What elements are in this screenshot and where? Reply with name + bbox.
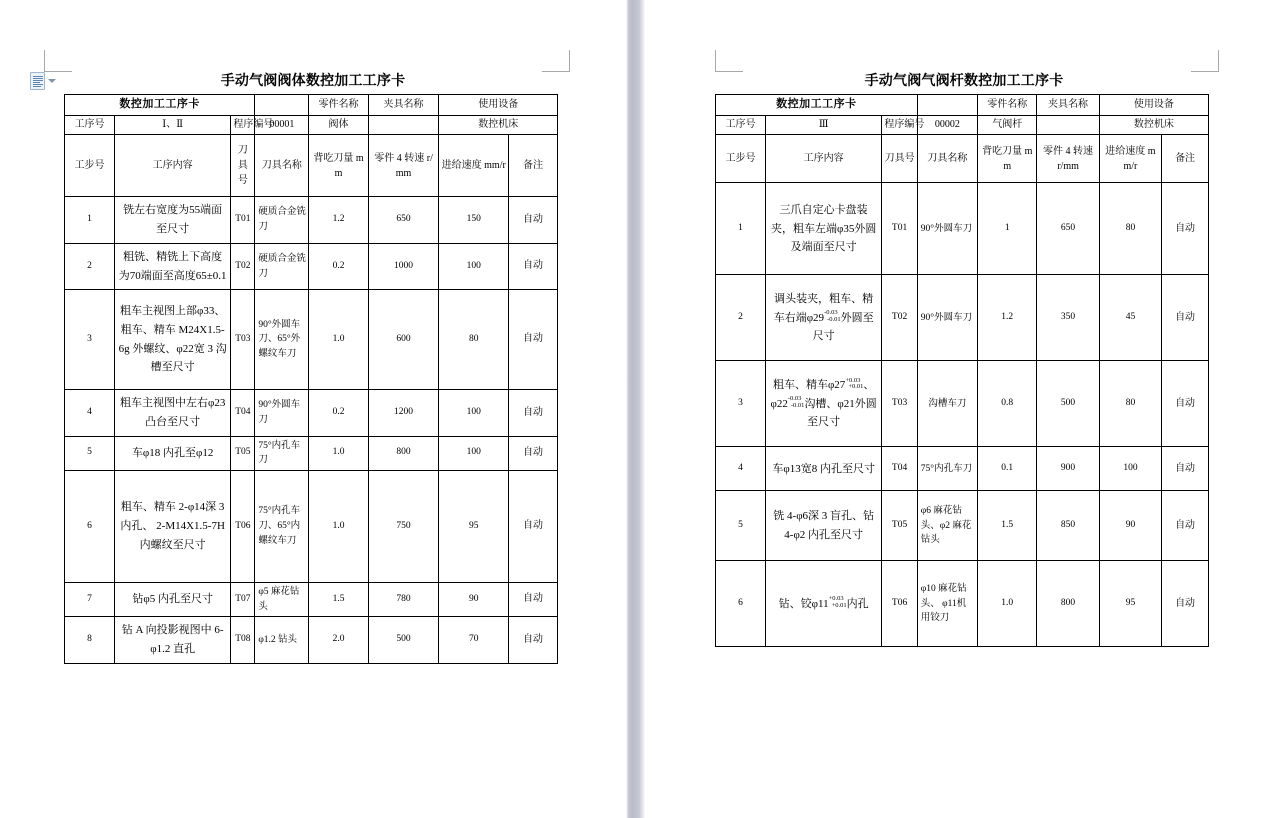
cell-depth-of-cut: 0.2 — [309, 390, 368, 436]
content-text-mid: 、φ22 — [770, 378, 875, 410]
table-row — [716, 183, 1209, 275]
cell-spindle-speed: 780 — [368, 583, 439, 617]
cell-tool-name: φ5 麻花钻头 — [255, 583, 309, 617]
table-row-column-headers — [716, 135, 1209, 183]
cell-content: 车φ13宽8 内孔至尺寸 — [765, 447, 881, 491]
cell-tool-name: 75°内孔车刀 — [255, 436, 309, 470]
cell-part-name-value: 气阀杆 — [978, 115, 1037, 135]
cell-equipment-value: 数控机床 — [439, 115, 558, 135]
tolerance-upper: -0.03 — [824, 309, 838, 317]
cell-remark: 自动 — [1162, 447, 1209, 491]
content-text-post: 内孔 — [846, 597, 869, 610]
tolerance-lower: -0.01 — [827, 316, 841, 324]
tolerance-stack — [824, 310, 841, 324]
col-header-feed-rate: 进给速度 mm/r — [1099, 135, 1161, 183]
cell-depth-of-cut: 1.0 — [309, 436, 368, 470]
tolerance-stack — [845, 378, 863, 392]
cell-step-no: 1 — [65, 197, 115, 243]
cell-step-no: 5 — [716, 491, 766, 561]
cell-feed-rate: 80 — [1099, 183, 1161, 275]
cell-feed-rate: 100 — [1099, 447, 1161, 491]
cell-spindle-speed: 350 — [1037, 275, 1099, 361]
col-header-remark: 备注 — [509, 135, 558, 197]
cell-feed-rate: 100 — [439, 243, 509, 289]
cell-program-no-label: 程序编号 — [882, 115, 917, 135]
cell-program-no-value: 00002 — [917, 115, 977, 135]
cell-tool-name: 沟槽车刀 — [917, 361, 977, 447]
cell-tool-no: T05 — [882, 491, 917, 561]
cell-step-no: 7 — [65, 583, 115, 617]
cell-step-no: 1 — [716, 183, 766, 275]
cell-fixture-name-value — [368, 115, 439, 135]
cell-spindle-speed: 1200 — [368, 390, 439, 436]
cell-tool-no: T04 — [231, 390, 255, 436]
table-row-card-title — [716, 95, 1209, 116]
cell-step-no: 3 — [65, 290, 115, 390]
table-row — [716, 561, 1209, 647]
cell-depth-of-cut: 1.0 — [309, 471, 368, 583]
cell-spindle-speed: 900 — [1037, 447, 1099, 491]
table-row — [65, 471, 558, 583]
cell-content: 粗车、精车 2-φ14深 3 内孔、 2-M14X1.5-7H内螺纹至尺寸 — [114, 471, 230, 583]
col-header-tool-no: 刀具号 — [231, 135, 255, 197]
cell-spindle-speed: 650 — [368, 197, 439, 243]
cell-content — [765, 275, 881, 361]
cell-tool-name: 90°外圆车刀、65°外螺纹车刀 — [255, 290, 309, 390]
table-row — [716, 361, 1209, 447]
cell-tool-name: 硬质合金铣刀 — [255, 243, 309, 289]
cell-process-no-value: Ⅰ、Ⅱ — [114, 115, 230, 135]
cell-tool-name: φ10 麻花钻头、 φ11机用铰刀 — [917, 561, 977, 647]
cell-step-no: 6 — [65, 471, 115, 583]
cell-card-title-filler — [255, 95, 309, 116]
cell-content — [765, 361, 881, 447]
tolerance-stack — [829, 596, 847, 610]
cell-content: 钻φ5 内孔至尺寸 — [114, 583, 230, 617]
cell-tool-name: φ1.2 钻头 — [255, 617, 309, 663]
content-text-pre: 钻、铰φ11 — [778, 597, 829, 610]
cell-remark: 自动 — [509, 290, 558, 390]
cell-content: 粗车主视图中左右φ23凸台至尺寸 — [114, 390, 230, 436]
cell-remark: 自动 — [1162, 183, 1209, 275]
cell-spindle-speed: 800 — [1037, 561, 1099, 647]
cell-depth-of-cut: 1 — [978, 183, 1037, 275]
cell-content: 三爪自定心卡盘装夹，粗车左端φ35外圆及端面至尺寸 — [765, 183, 881, 275]
col-header-tool-name: 刀具名称 — [917, 135, 977, 183]
cell-process-no-label: 工序号 — [716, 115, 766, 135]
cell-part-name-value: 阀体 — [309, 115, 368, 135]
cell-feed-rate: 90 — [1099, 491, 1161, 561]
cell-step-no: 3 — [716, 361, 766, 447]
cell-content: 粗铣、精铣上下高度为70端面至高度65±0.1 — [114, 243, 230, 289]
table-row-card-title — [65, 95, 558, 116]
cell-remark: 自动 — [1162, 561, 1209, 647]
cell-equipment-label: 使用设备 — [439, 95, 558, 116]
cell-fixture-name-label: 夹具名称 — [1037, 95, 1099, 116]
cell-step-no: 8 — [65, 617, 115, 663]
cell-feed-rate: 80 — [1099, 361, 1161, 447]
cell-tool-no: T02 — [882, 275, 917, 361]
cell-content: 钻 A 向投影视图中 6-φ1.2 直孔 — [114, 617, 230, 663]
document-page-1 — [0, 0, 626, 818]
cell-depth-of-cut: 0.2 — [309, 243, 368, 289]
table-row — [716, 491, 1209, 561]
cell-feed-rate: 45 — [1099, 275, 1161, 361]
col-header-depth-of-cut: 背吃刀量 mm — [978, 135, 1037, 183]
content-text-post: 沟槽、φ21外圆至尺寸 — [804, 397, 877, 429]
cell-spindle-speed: 650 — [1037, 183, 1099, 275]
cell-card-title: 数控加工工序卡 — [716, 95, 918, 116]
table-row-card-values — [716, 115, 1209, 135]
cell-step-no: 4 — [65, 390, 115, 436]
cell-tool-no: T03 — [231, 290, 255, 390]
table-row — [716, 275, 1209, 361]
content-text-pre: 粗车、精车φ27 — [772, 378, 846, 391]
process-card-table-2 — [715, 94, 1209, 647]
cell-feed-rate: 100 — [439, 390, 509, 436]
cell-depth-of-cut: 1.0 — [309, 290, 368, 390]
cell-remark: 自动 — [509, 617, 558, 663]
cell-spindle-speed: 750 — [368, 471, 439, 583]
table-row — [716, 447, 1209, 491]
cell-part-name-label: 零件名称 — [978, 95, 1037, 116]
col-header-depth-of-cut: 背吃刀量 mm — [309, 135, 368, 197]
cell-tool-name: 90°外圆车刀 — [917, 183, 977, 275]
page-title-2: 手动气阀气阀杆数控加工工序卡 — [864, 72, 1064, 88]
tolerance-upper: +0.03 — [828, 595, 844, 603]
cell-remark: 自动 — [1162, 275, 1209, 361]
cell-step-no: 5 — [65, 436, 115, 470]
table-row-column-headers — [65, 135, 558, 197]
col-header-remark: 备注 — [1162, 135, 1209, 183]
col-header-step-no: 工步号 — [716, 135, 766, 183]
cell-tool-name: 75°内孔车刀、65°内螺纹车刀 — [255, 471, 309, 583]
cell-card-title-filler — [917, 95, 977, 116]
cell-content: 铣 4-φ6深 3 盲孔、钻 4-φ2 内孔至尺寸 — [765, 491, 881, 561]
cell-content: 铣左右宽度为55端面至尺寸 — [114, 197, 230, 243]
cell-spindle-speed: 500 — [368, 617, 439, 663]
cell-program-no-label: 程序编号 — [231, 115, 255, 135]
cell-process-no-value: Ⅲ — [765, 115, 881, 135]
cell-remark: 自动 — [509, 243, 558, 289]
cell-card-title: 数控加工工序卡 — [65, 95, 255, 116]
col-header-feed-rate: 进给速度 mm/r — [439, 135, 509, 197]
cell-remark: 自动 — [1162, 361, 1209, 447]
cell-tool-name: 90°外圆车刀 — [917, 275, 977, 361]
margin-corner-top-right — [542, 50, 570, 72]
cell-feed-rate: 90 — [439, 583, 509, 617]
col-header-tool-name: 刀具名称 — [255, 135, 309, 197]
cell-depth-of-cut: 1.2 — [978, 275, 1037, 361]
cell-spindle-speed: 500 — [1037, 361, 1099, 447]
content-text-pre: 调头装夹，粗车、精车右端φ29 — [773, 292, 874, 324]
cell-tool-no: T07 — [231, 583, 255, 617]
cell-tool-no: T05 — [231, 436, 255, 470]
cell-depth-of-cut: 1.5 — [309, 583, 368, 617]
content-text-post: 外圆至尺寸 — [812, 311, 874, 343]
cell-content: 粗车主视图上部φ33、粗车、精车 M24X1.5-6g 外螺纹、φ22宽 3 沟槽至尺寸 — [114, 290, 230, 390]
page-gutter-separator — [626, 0, 645, 818]
cell-depth-of-cut: 2.0 — [309, 617, 368, 663]
cell-tool-no: T06 — [882, 561, 917, 647]
cell-feed-rate: 70 — [439, 617, 509, 663]
cell-tool-name: 硬质合金铣刀 — [255, 197, 309, 243]
cell-tool-no: T03 — [882, 361, 917, 447]
tolerance-upper: +0.03 — [845, 376, 861, 384]
cell-remark: 自动 — [509, 471, 558, 583]
cell-equipment-value: 数控机床 — [1099, 115, 1208, 135]
cell-step-no: 6 — [716, 561, 766, 647]
cell-tool-no: T04 — [882, 447, 917, 491]
cell-equipment-label: 使用设备 — [1099, 95, 1208, 116]
cell-feed-rate: 100 — [439, 436, 509, 470]
cell-fixture-name-value — [1037, 115, 1099, 135]
cell-tool-name: 90°外圆车刀 — [255, 390, 309, 436]
table-row — [65, 243, 558, 289]
col-header-content: 工序内容 — [765, 135, 881, 183]
cell-feed-rate: 95 — [1099, 561, 1161, 647]
cell-tool-no: T08 — [231, 617, 255, 663]
col-header-spindle-speed: 零件 4 转速 r/mm — [368, 135, 439, 197]
cell-tool-no: T01 — [231, 197, 255, 243]
table-row — [65, 390, 558, 436]
col-header-spindle-speed: 零件 4 转速 r/mm — [1037, 135, 1099, 183]
tolerance-upper: -0.03 — [787, 395, 802, 403]
cell-step-no: 2 — [65, 243, 115, 289]
cell-program-no-value: 00001 — [255, 115, 309, 135]
cell-feed-rate: 95 — [439, 471, 509, 583]
cell-feed-rate: 150 — [439, 197, 509, 243]
cell-depth-of-cut: 1.2 — [309, 197, 368, 243]
cell-spindle-speed: 850 — [1037, 491, 1099, 561]
cell-remark: 自动 — [1162, 491, 1209, 561]
cell-spindle-speed: 1000 — [368, 243, 439, 289]
cell-step-no: 4 — [716, 447, 766, 491]
cell-tool-no: T06 — [231, 471, 255, 583]
cell-content: 车φ18 内孔至φ12 — [114, 436, 230, 470]
cell-remark: 自动 — [509, 436, 558, 470]
col-header-step-no: 工步号 — [65, 135, 115, 197]
col-header-content: 工序内容 — [114, 135, 230, 197]
cell-spindle-speed: 600 — [368, 290, 439, 390]
cell-content — [765, 561, 881, 647]
margin-corner-top-left — [715, 50, 743, 72]
table-row — [65, 290, 558, 390]
process-card-table-1 — [64, 94, 558, 664]
document-page-2 — [645, 0, 1283, 818]
cell-step-no: 2 — [716, 275, 766, 361]
table-row-card-values — [65, 115, 558, 135]
tolerance-lower: +0.01 — [831, 602, 847, 610]
cell-part-name-label: 零件名称 — [309, 95, 368, 116]
cell-remark: 自动 — [509, 197, 558, 243]
cell-tool-name: φ6 麻花钻头、φ2 麻花钻头 — [917, 491, 977, 561]
cell-tool-no: T02 — [231, 243, 255, 289]
cell-remark: 自动 — [509, 390, 558, 436]
cell-process-no-label: 工序号 — [65, 115, 115, 135]
cell-remark: 自动 — [509, 583, 558, 617]
margin-corner-top-left — [44, 50, 72, 72]
col-header-tool-no: 刀具号 — [882, 135, 917, 183]
cell-depth-of-cut: 0.1 — [978, 447, 1037, 491]
cell-tool-no: T01 — [882, 183, 917, 275]
cell-depth-of-cut: 1.5 — [978, 491, 1037, 561]
page-title-1: 手动气阀阀体数控加工工序卡 — [220, 72, 406, 88]
table-row — [65, 583, 558, 617]
table-row — [65, 197, 558, 243]
tolerance-lower: +0.01 — [848, 383, 864, 391]
tolerance-stack-2 — [788, 396, 805, 410]
margin-corner-top-right — [1191, 50, 1219, 72]
tolerance-lower: -0.01 — [790, 402, 805, 410]
cell-tool-name: 75°内孔车刀 — [917, 447, 977, 491]
cell-spindle-speed: 800 — [368, 436, 439, 470]
table-row — [65, 436, 558, 470]
cell-depth-of-cut: 1.0 — [978, 561, 1037, 647]
cell-depth-of-cut: 0.8 — [978, 361, 1037, 447]
cell-feed-rate: 80 — [439, 290, 509, 390]
table-row — [65, 617, 558, 663]
cell-fixture-name-label: 夹具名称 — [368, 95, 439, 116]
